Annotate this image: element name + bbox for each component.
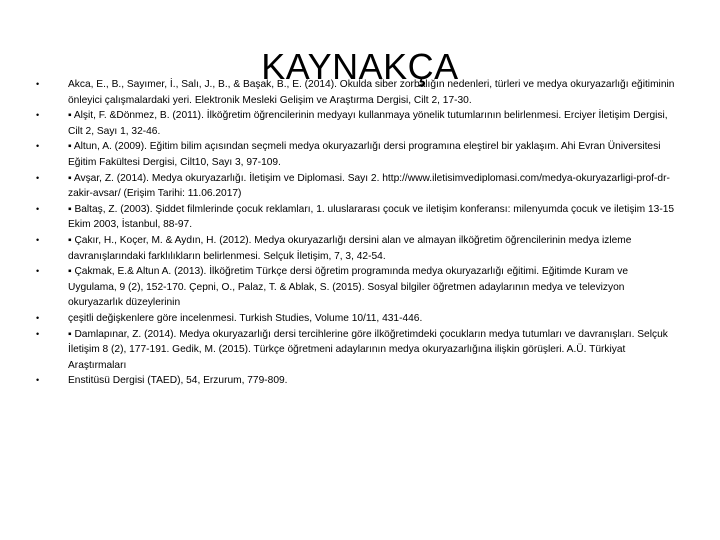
reference-item [36,77,676,108]
slide-title: KAYNAKÇA [261,46,459,88]
reference-item [36,311,676,327]
bullet-icon: • [36,110,40,121]
reference-text: Enstitüsü Dergisi (TAED), 54, Erzurum, 779-809. [68,375,288,387]
bullet-icon: • [36,328,40,339]
bullet-icon: • [36,79,40,89]
reference-text: ▪ Alşit, F. &Dönmez, B. (2011). İlköğretim öğrencilerinin medyayı kullanmaya yönelik tutumlarının belirlenmesi. Erciyer İletişim Dergisi, Cilt 2, Sayı 1, 32-46. [68,110,668,137]
reference-item [36,233,676,264]
reference-text: ▪ Avşar, Z. (2014). Medya okuryazarlığı. İletişim ve Diplomasi. Sayı 2. http://www.iletisimvediplomasi.com/medya-okuryazarligi-prof-dr-zakir-avsar/ (Erişim Tarihi: 11.06.2017) [68,172,670,200]
reference-text: ▪ Çakır, H., Koçer, M. & Aydın, H. (2012). Medya okuryazarlığı dersini alan ve almayan ilköğretim öğrencilerinin medya izleme davranışlarındaki farklılıkların belirlenmesi. Selçuk İletişim, 7, 3, 42-54. [68,234,632,262]
bullet-icon: • [36,141,40,152]
reference-item [36,264,676,311]
bullet-icon: • [36,234,40,245]
reference-item [36,327,676,374]
reference-item [36,108,676,139]
bullet-icon: • [36,266,40,277]
reference-item [36,202,676,233]
bullet-icon: • [36,172,40,183]
reference-text: ▪ Altun, A. (2009). Eğitim bilim açısından seçmeli medya okuryazarlığı dersi programına eleştirel bir yaklaşım. Ahi Evran Üniversitesi Eğitim Fakültesi Dergisi, Cilt10, Sayı 3, 97-109. [68,141,661,168]
bullet-icon: • [36,312,40,323]
bullet-icon: • [36,203,40,214]
bullet-icon: • [36,375,40,386]
reference-item [36,171,676,202]
reference-item [36,139,676,170]
reference-text: Akca, E., B., Sayımer, İ., Salı, J., B., & Başak, B., E. (2014). Okulda siber zorbalığın nedenleri, türleri ve medya okuryazarlığı eğitiminin önleyici çalışmalardaki yeri. Elektronik Mesleki Gelişim ve Araştırma Dergisi, Cilt 2, 17-30. [68,79,675,106]
reference-item [36,373,676,389]
reference-list [36,77,676,389]
reference-text: ▪ Damlapınar, Z. (2014). Medya okuryazarlığı dersi tercihlerine göre ilköğretimdeki çocukların medya tutumları ve davranışları. Selçuk İletişim 8 (2), 177-191. Gedik, M. (2015). Türkçe öğretmeni adaylarının medya okuryazarlığına ilişkin görüşleri. A.Ü. Türkiyat Araştırmaları [68,328,668,371]
reference-text: ▪ Çakmak, E.& Altun A. (2013). İlköğretim Türkçe dersi öğretim programında medya okuryazarlığı eğitimi. Eğitimde Kuram ve Uygulama, 9 (2), 152-170. Çepni, O., Palaz, T. & Ablak, S. (2015). Sosyal bilgiler öğretmen adaylarının medya ve televizyon okuryazarlık düzeylerinin [68,266,628,309]
reference-text: ▪ Baltaş, Z. (2003). Şiddet filmlerinde çocuk reklamları, 1. uluslararası çocuk ve iletişim konferansı: milenyumda çocuk ve iletişim 13-15 Ekim 2003, İstanbul, 88-97. [68,203,675,231]
reference-text: çeşitli değişkenlere göre incelenmesi. Turkish Studies, Volume 10/11, 431-446. [68,312,423,324]
